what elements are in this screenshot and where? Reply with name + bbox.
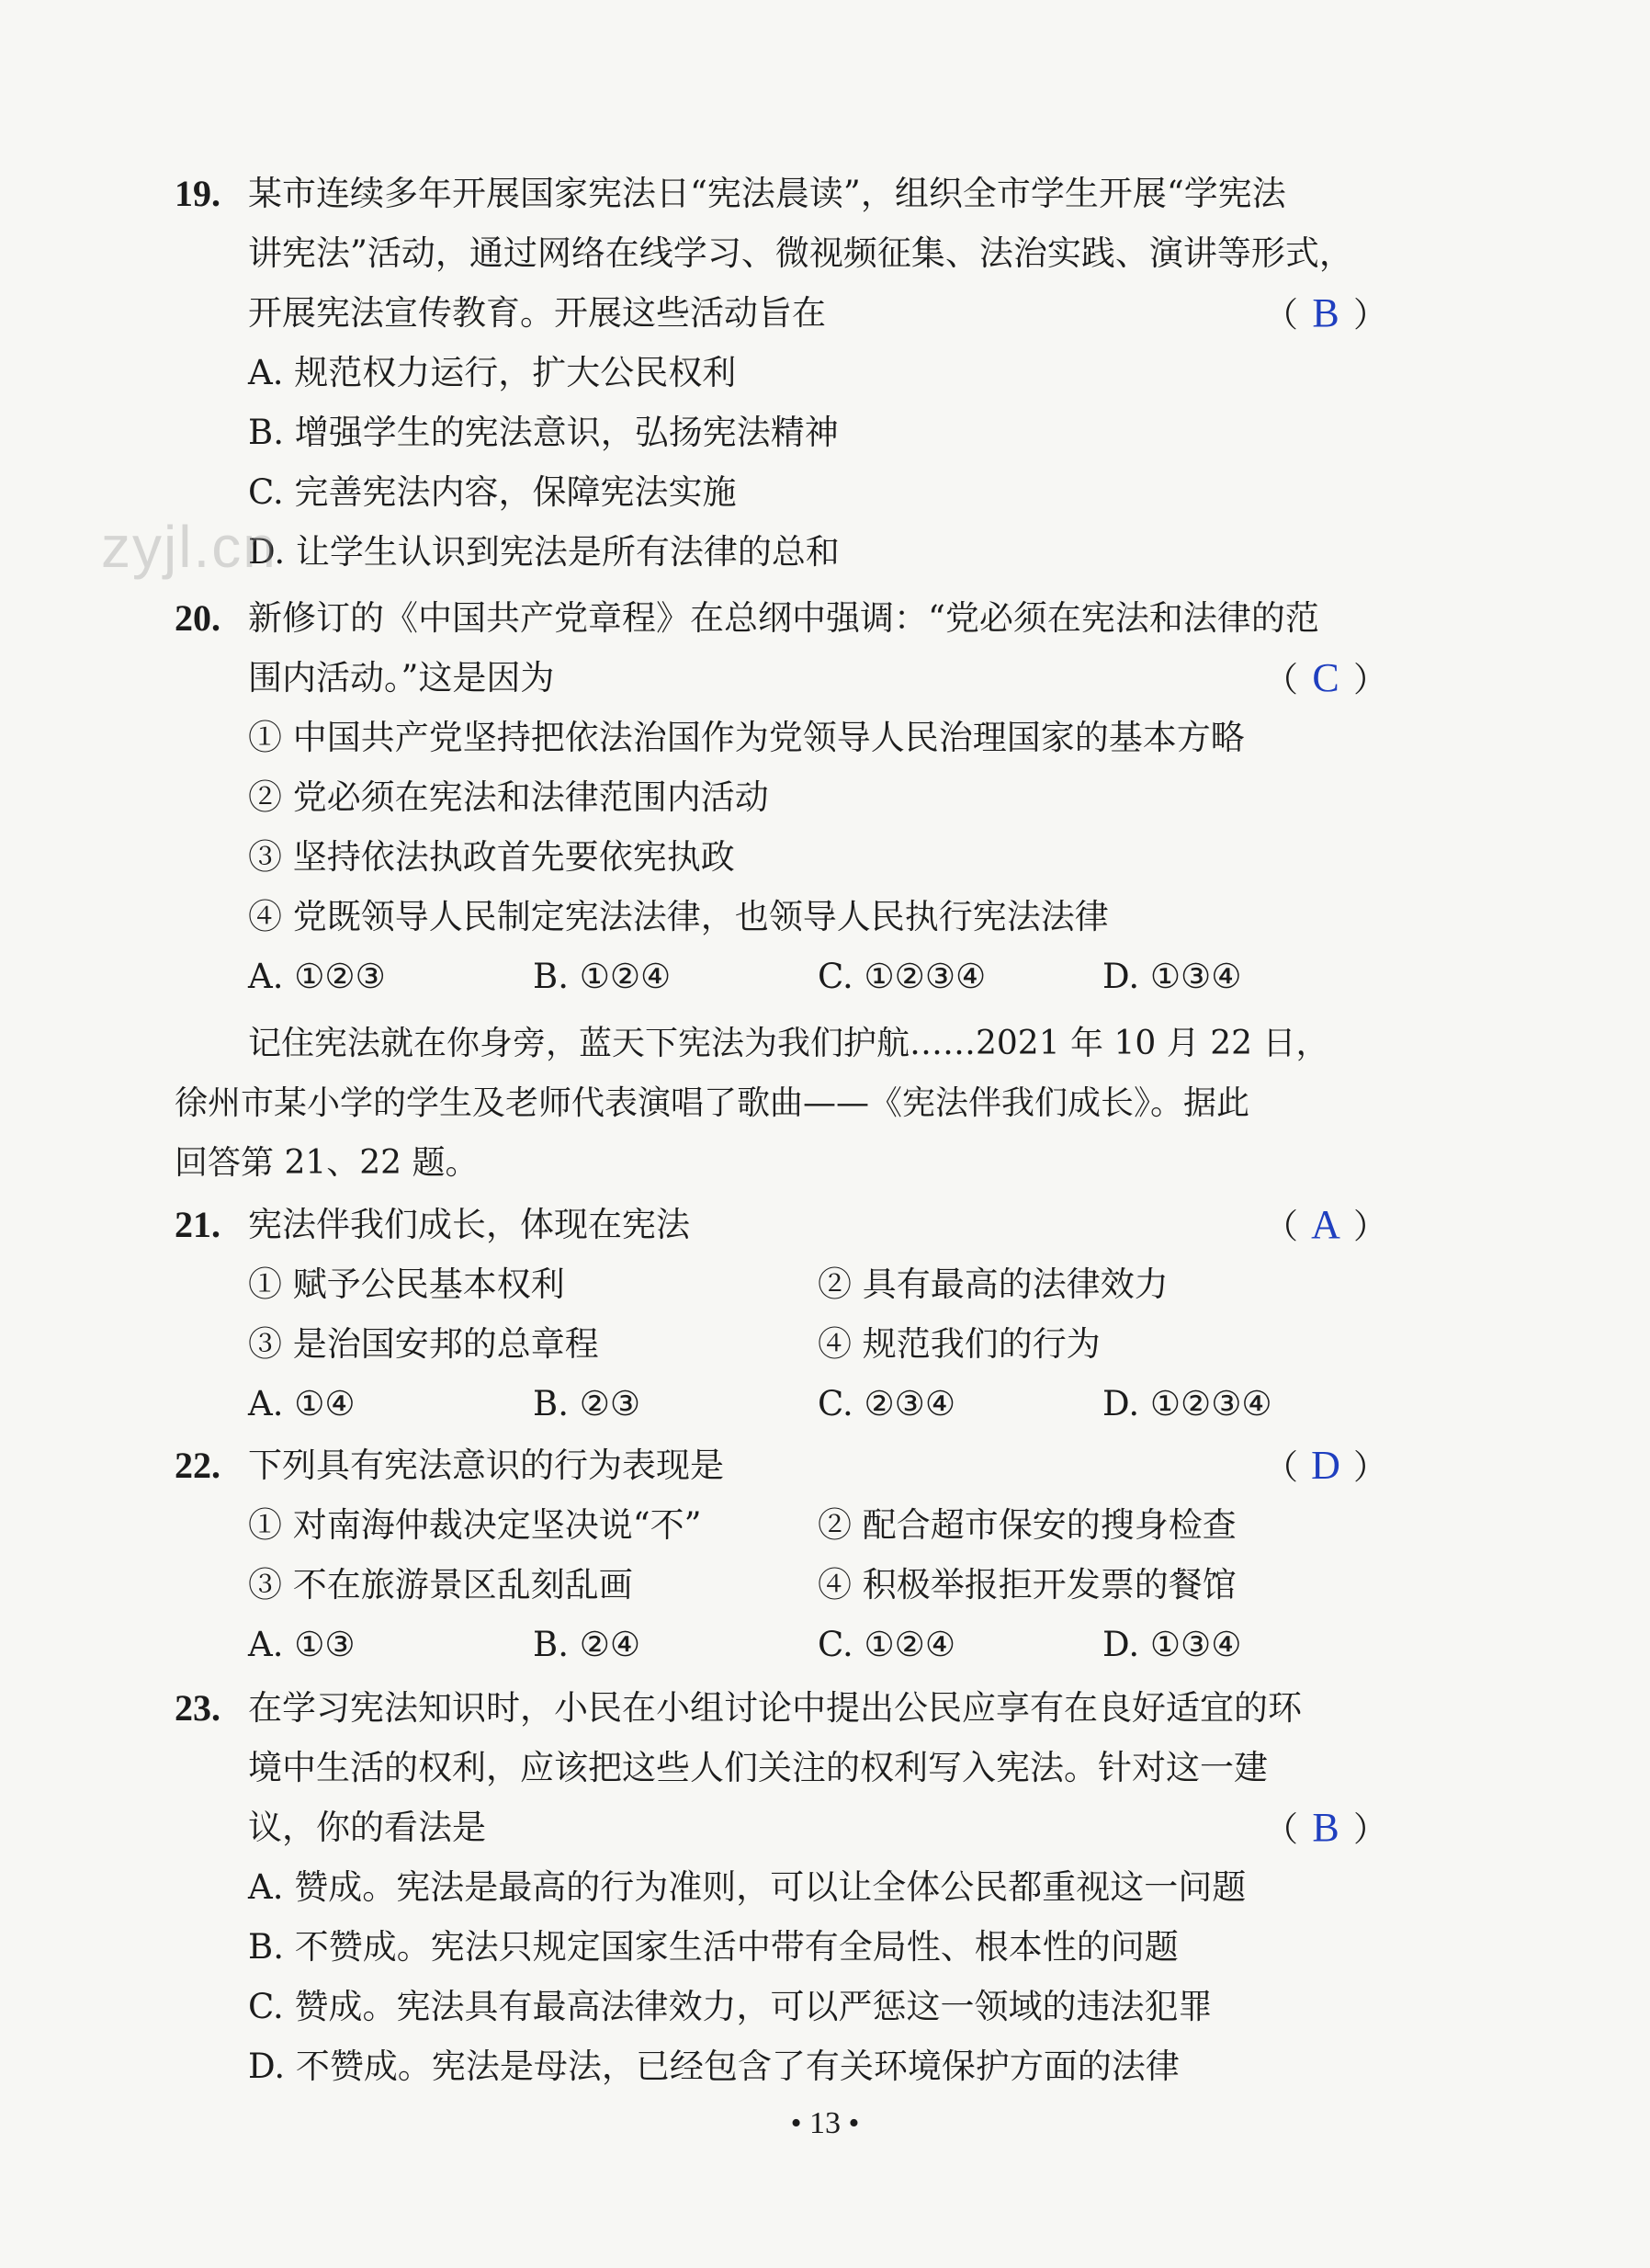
statement-1: ① 中国共产党坚持把依法治国作为党领导人民治理国家的基本方略	[248, 718, 1245, 757]
passage-line: 记住宪法就在你身旁，蓝天下宪法为我们护航……2021 年 10 月 22 日，	[248, 1025, 1329, 1062]
question-text: 宪法伴我们成长，体现在宪法	[248, 1205, 690, 1244]
answer-letter: A	[1311, 1202, 1340, 1247]
options-row	[248, 1615, 1387, 1674]
question-20	[175, 588, 1387, 1006]
watermark: zyjl.cn	[101, 514, 277, 580]
statements-row	[248, 1555, 1387, 1615]
statement-3: ③ 不在旅游景区乱刻乱画	[248, 1565, 633, 1605]
answer-letter: B	[1312, 290, 1339, 335]
answer-letter: B	[1312, 1805, 1339, 1850]
statements-row	[248, 1495, 1387, 1555]
question-19	[175, 164, 1387, 582]
question-number: 23.	[175, 1687, 220, 1729]
statement-1: ① 赋予公民基本权利	[248, 1264, 565, 1304]
option-d: D. ①③④	[1102, 957, 1242, 996]
option-a: A. 规范权力运行，扩大公民权利	[248, 353, 737, 392]
option-b: B. ②④	[533, 1625, 641, 1664]
option-b: B. ①②④	[533, 957, 672, 996]
statement-2: ② 具有最高的法律效力	[818, 1264, 1169, 1304]
answer-letter: C	[1312, 655, 1339, 700]
statement-2: ② 配合超市保安的搜身检查	[818, 1505, 1237, 1545]
question-21	[175, 1195, 1387, 1434]
question-text: 围内活动。”这是因为	[248, 658, 555, 697]
question-text: 下列具有宪法意识的行为表现是	[248, 1446, 724, 1485]
answer-letter: D	[1311, 1443, 1340, 1488]
statement-1: ① 对南海仲裁决定坚决说“不”	[248, 1505, 702, 1545]
question-number: 22.	[175, 1445, 220, 1486]
question-text: 新修订的《中国共产党章程》在总纲中强调：“党必须在宪法和法律的范	[248, 598, 1319, 638]
question-number: 20.	[175, 597, 220, 639]
statements-row	[248, 1254, 1387, 1314]
options-row	[248, 1374, 1387, 1434]
passage-line: 徐州市某小学的学生及老师代表演唱了歌曲——《宪法伴我们成长》。据此	[175, 1084, 1250, 1122]
statement-4: ④ 党既领导人民制定宪法法律，也领导人民执行宪法法律	[248, 897, 1109, 936]
question-text: 讲宪法”活动，通过网络在线学习、微视频征集、法治实践、演讲等形式，	[248, 233, 1353, 273]
question-number: 21.	[175, 1204, 220, 1245]
option-b: B. 增强学生的宪法意识，弘扬宪法精神	[248, 413, 839, 452]
option-d: D. ①③④	[1102, 1625, 1242, 1664]
question-number: 19.	[175, 173, 220, 214]
passage-line: 回答第 21、22 题。	[175, 1144, 479, 1182]
statement-3: ③ 是治国安邦的总章程	[248, 1324, 599, 1364]
answer-bracket: （ D ）	[1264, 1435, 1387, 1497]
option-d: D. 不赞成。宪法是母法，已经包含了有关环境保护方面的法律	[248, 2047, 1180, 2086]
option-c: C. ②③④	[818, 1384, 956, 1423]
option-d: D. ①②③④	[1102, 1384, 1272, 1423]
answer-bracket: （ B ）	[1264, 1797, 1387, 1859]
answer-bracket: （ B ）	[1264, 283, 1387, 345]
question-text: 在学习宪法知识时，小民在小组讨论中提出公民应享有在良好适宜的环	[248, 1688, 1302, 1728]
page-number: • 13 •	[790, 2106, 860, 2140]
option-c: C. ①②④	[818, 1625, 956, 1664]
question-text: 境中生活的权利，应该把这些人们关注的权利写入宪法。针对这一建	[248, 1748, 1268, 1787]
question-text: 议，你的看法是	[248, 1808, 486, 1847]
option-a: A. ①③	[248, 1625, 356, 1664]
statement-4: ④ 规范我们的行为	[818, 1324, 1101, 1364]
option-a: A. 赞成。宪法是最高的行为准则，可以让全体公民都重视这一问题	[248, 1867, 1247, 1907]
option-d: D. 让学生认识到宪法是所有法律的总和	[248, 532, 840, 572]
options-row	[248, 947, 1387, 1006]
statement-3: ③ 坚持依法执政首先要依宪执政	[248, 837, 735, 877]
option-c: C. ①②③④	[818, 957, 987, 996]
statement-2: ② 党必须在宪法和法律范围内活动	[248, 777, 769, 817]
answer-bracket: （ A ）	[1264, 1195, 1387, 1256]
option-b: B. 不赞成。宪法只规定国家生活中带有全局性、根本性的问题	[248, 1927, 1179, 1967]
option-b: B. ②③	[533, 1384, 641, 1423]
option-a: A. ①②③	[248, 957, 386, 996]
statement-4: ④ 积极举报拒开发票的餐馆	[818, 1565, 1237, 1605]
statements-row	[248, 1314, 1387, 1374]
reading-passage	[175, 1014, 1387, 1193]
option-a: A. ①④	[248, 1384, 356, 1423]
option-c: C. 完善宪法内容，保障宪法实施	[248, 472, 737, 512]
question-text: 开展宪法宣传教育。开展这些活动旨在	[248, 293, 826, 333]
question-22	[175, 1435, 1387, 1674]
question-text: 某市连续多年开展国家宪法日“宪法晨读”，组织全市学生开展“学宪法	[248, 174, 1286, 213]
question-23	[175, 1678, 1387, 2096]
answer-bracket: （ C ）	[1264, 648, 1387, 709]
option-c: C. 赞成。宪法具有最高法律效力，可以严惩这一领域的违法犯罪	[248, 1987, 1213, 2026]
